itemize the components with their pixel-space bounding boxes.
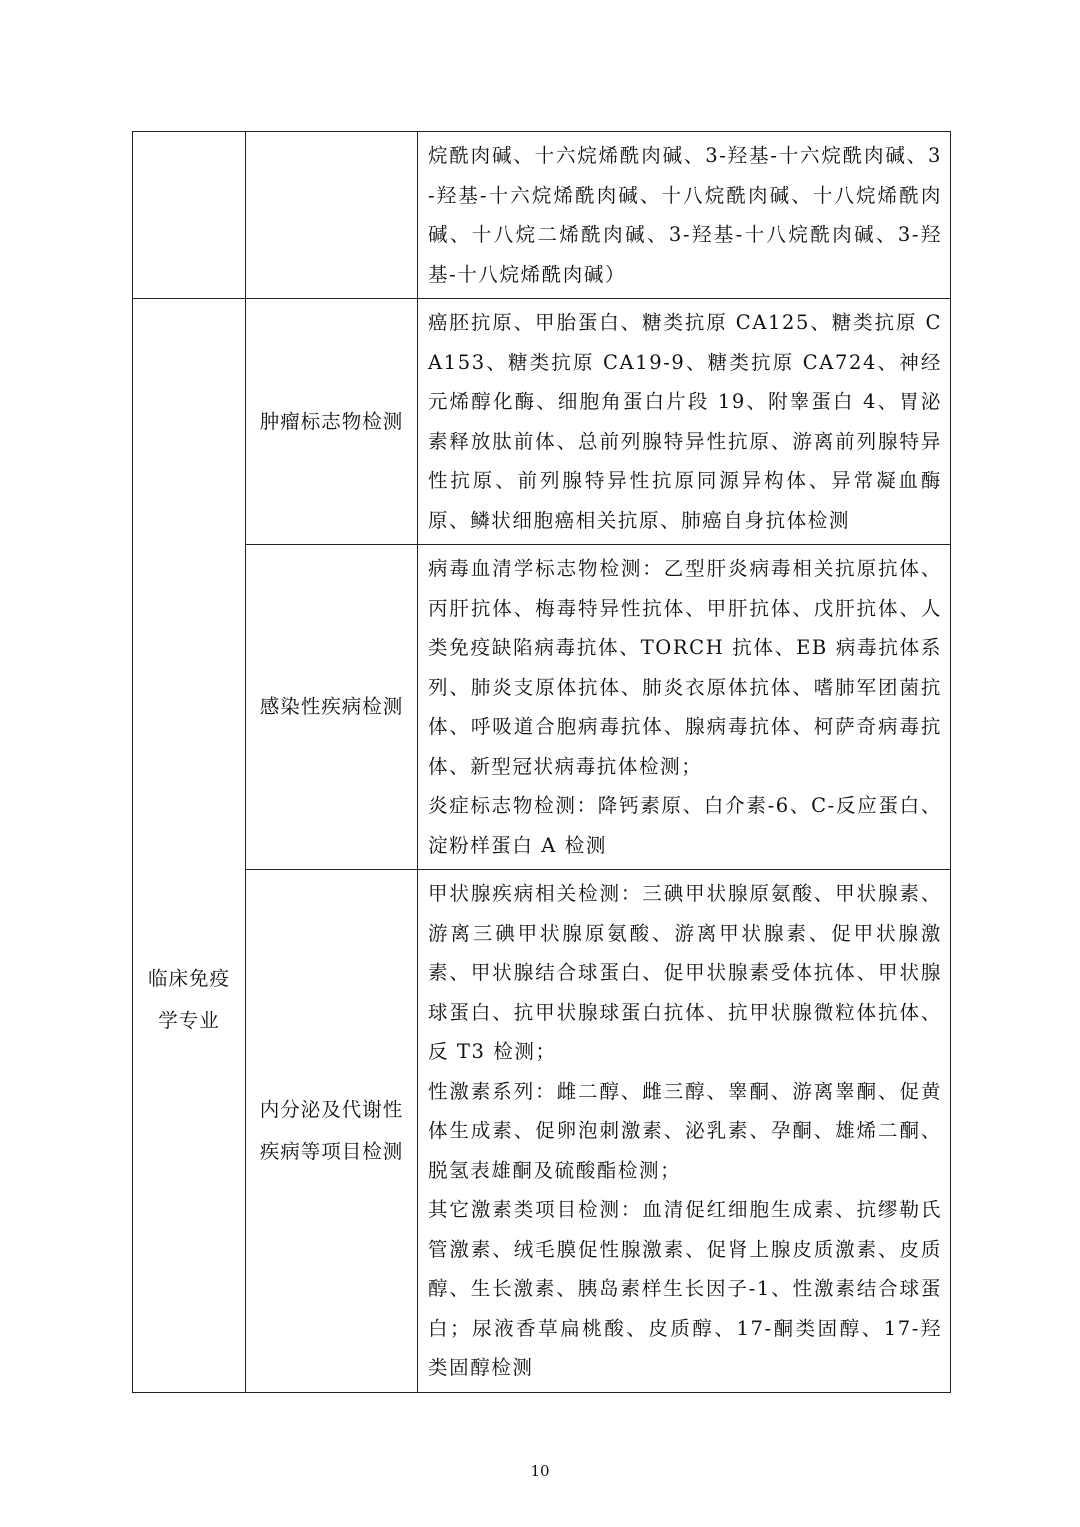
table-row <box>133 545 951 870</box>
page-number: 10 <box>530 1462 550 1480</box>
category-cell-empty <box>133 132 246 299</box>
items-paragraph: 性激素系列：雌二醇、雌三醇、睾酮、游离睾酮、促黄体生成素、促卵泡刺激素、泌乳素、孕酮、雄烯二酮、脱氢表雄酮及硫酸酯检测； <box>428 1079 942 1182</box>
subcategory-cell: 感染性疾病检测 <box>246 545 418 870</box>
items-cell <box>418 132 951 299</box>
table-row <box>133 299 951 545</box>
subcategory-cell: 内分泌及代谢性疾病等项目检测 <box>246 870 418 1393</box>
items-paragraph: 其它激素类项目检测：血清促红细胞生成素、抗缪勒氏管激素、绒毛膜促性腺激素、促肾上腺皮质激素、皮质醇、生长激素、胰岛素样生长因子-1、性激素结合球蛋白；尿液香草扁桃酸、皮质醇、17-酮类固醇、17-羟类固醇检测 <box>428 1198 942 1379</box>
subcategory-cell: 肿瘤标志物检测 <box>246 299 418 545</box>
items-cell <box>418 545 951 870</box>
subcategory-cell-empty <box>246 132 418 299</box>
items-cell <box>418 299 951 545</box>
table-row <box>133 132 951 299</box>
items-paragraph: 病毒血清学标志物检测：乙型肝炎病毒相关抗原抗体、丙肝抗体、梅毒特异性抗体、甲肝抗体、戊肝抗体、人类免疫缺陷病毒抗体、TORCH 抗体、EB 病毒抗体系列、肺炎支原体抗体、肺炎衣原体抗体、嗜肺军团菌抗体、呼吸道合胞病毒抗体、腺病毒抗体、柯萨奇病毒抗体、新型冠状病毒抗体检测； <box>428 557 942 778</box>
detection-items-table <box>132 131 951 1393</box>
table-row <box>133 870 951 1393</box>
category-cell: 临床免疫学专业 <box>133 299 246 1393</box>
items-paragraph: 炎症标志物检测：降钙素原、白介素-6、C-反应蛋白、淀粉样蛋白 A 检测 <box>428 794 942 857</box>
items-paragraph: 癌胚抗原、甲胎蛋白、糖类抗原 CA125、糖类抗原 CA153、糖类抗原 CA19-9、糖类抗原 CA724、神经元烯醇化酶、细胞角蛋白片段 19、附睾蛋白 4、胃泌素释放肽前体、总前列腺特异性抗原、游离前列腺特异性抗原、前列腺特异性抗原同源异构体、异常凝血酶原、鳞状细胞癌相关抗原、肺癌自身抗体检测 <box>428 311 942 532</box>
items-paragraph: 烷酰肉碱、十六烷烯酰肉碱、3-羟基-十六烷酰肉碱、3-羟基-十六烷烯酰肉碱、十八烷酰肉碱、十八烷烯酰肉碱、十八烷二烯酰肉碱、3-羟基-十八烷酰肉碱、3-羟基-十八烷烯酰肉碱） <box>428 144 942 286</box>
items-cell <box>418 870 951 1393</box>
items-paragraph: 甲状腺疾病相关检测：三碘甲状腺原氨酸、甲状腺素、游离三碘甲状腺原氨酸、游离甲状腺素、促甲状腺激素、甲状腺结合球蛋白、促甲状腺素受体抗体、甲状腺球蛋白、抗甲状腺球蛋白抗体、抗甲状腺微粒体抗体、反 T3 检测； <box>428 882 942 1063</box>
